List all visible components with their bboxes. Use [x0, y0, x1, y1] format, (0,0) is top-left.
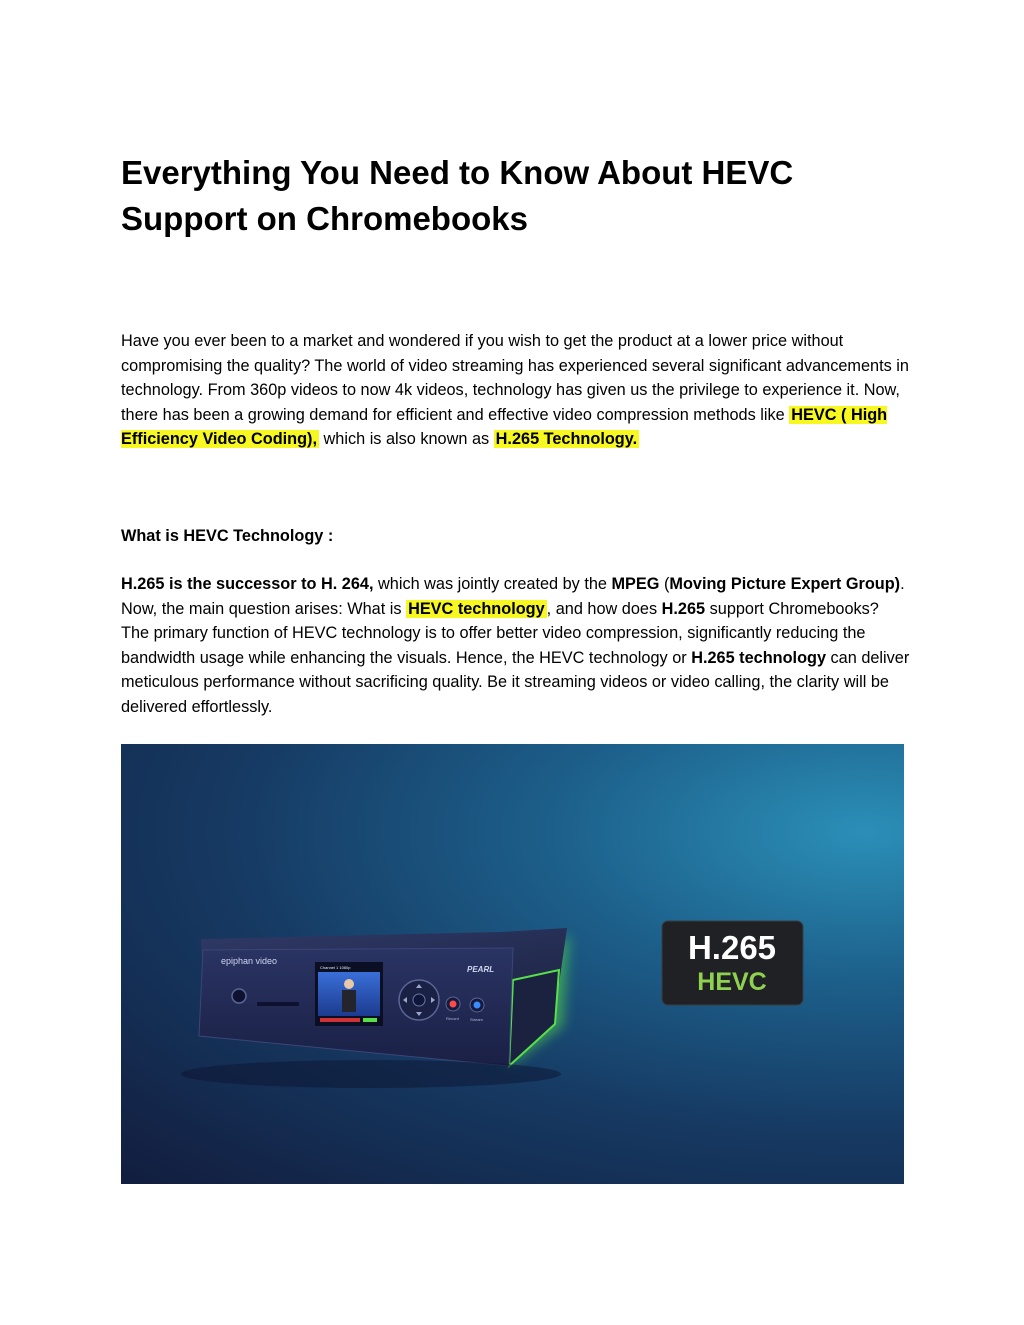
- body-text-2: (: [659, 575, 670, 593]
- screen-level-bar: [363, 1018, 377, 1022]
- intro-text-1: Have you ever been to a market and wondered if you wish to get the product at a lower price without compromising the quality? The world of video streaming has experienced several significant advancements in technology. From 360p videos to now 4k videos, technology has given us the privilege to experience it. Now, there has been a growing demand for efficient and effective video compression methods like: [121, 332, 909, 424]
- brand-label: epiphan video: [221, 956, 278, 966]
- record-dot-icon: [450, 1001, 457, 1008]
- device-shadow: [181, 1060, 561, 1088]
- section-heading: What is HEVC Technology :: [121, 527, 334, 545]
- bold-h265: H.265: [661, 599, 706, 618]
- badge-line-1: H.265: [687, 929, 777, 966]
- bold-h265-technology: H.265 technology: [691, 648, 827, 667]
- page-title: [121, 150, 881, 242]
- bold-mpeg: MPEG: [611, 575, 660, 593]
- stream-dot-icon: [474, 1002, 481, 1009]
- intro-paragraph: [121, 329, 911, 452]
- body-text-6: can deliver meticulous performance without sacrificing quality. Be it streaming videos or video calling, the clarity will be delivered effortlessly.: [121, 648, 910, 716]
- stream-label: Stream: [470, 1017, 483, 1022]
- badge-line-2: HEVC: [697, 968, 767, 996]
- screen-caption: Channel 1 1080p: [320, 965, 351, 970]
- device-model-logo: PEARL: [467, 965, 495, 974]
- bold-successor: H.265 is the successor to H. 264,: [121, 575, 374, 593]
- hero-illustration: [121, 744, 904, 1184]
- jack-icon: [232, 989, 246, 1003]
- hero-image: [121, 744, 904, 1184]
- highlight-h265: H.265 Technology.: [495, 430, 638, 448]
- body-text-3: . Now, the main question arises: What is: [121, 575, 905, 618]
- presenter-head: [344, 979, 354, 989]
- highlight-hevc: HEVC ( High Efficiency Video Coding),: [121, 405, 888, 448]
- intro-text-2: which is also known as: [319, 430, 494, 448]
- body-paragraph: [121, 572, 911, 719]
- body-text-1: which was jointly created by the: [373, 575, 612, 593]
- body-text-4: , and how does: [546, 599, 662, 618]
- body-text-5: support Chromebooks? The primary function of HEVC technology is to offer better video compression, significantly reducing the bandwidth usage while enhancing the visuals. Hence, the HEVC technology or: [121, 599, 879, 667]
- presenter-body: [342, 990, 356, 1012]
- highlight-hevc-technology: HEVC technology: [408, 599, 545, 618]
- title-line-1: Everything You Need to Know About HEVC: [121, 154, 794, 191]
- record-label: Record: [446, 1016, 459, 1021]
- device-side: [509, 970, 559, 1066]
- bold-mpeg-full: Moving Picture Expert Group): [669, 575, 901, 593]
- screen-record-bar: [320, 1018, 360, 1022]
- card-slot: [257, 1002, 299, 1006]
- dpad-center: [413, 994, 425, 1006]
- title-line-2: Support on Chromebooks: [121, 200, 528, 237]
